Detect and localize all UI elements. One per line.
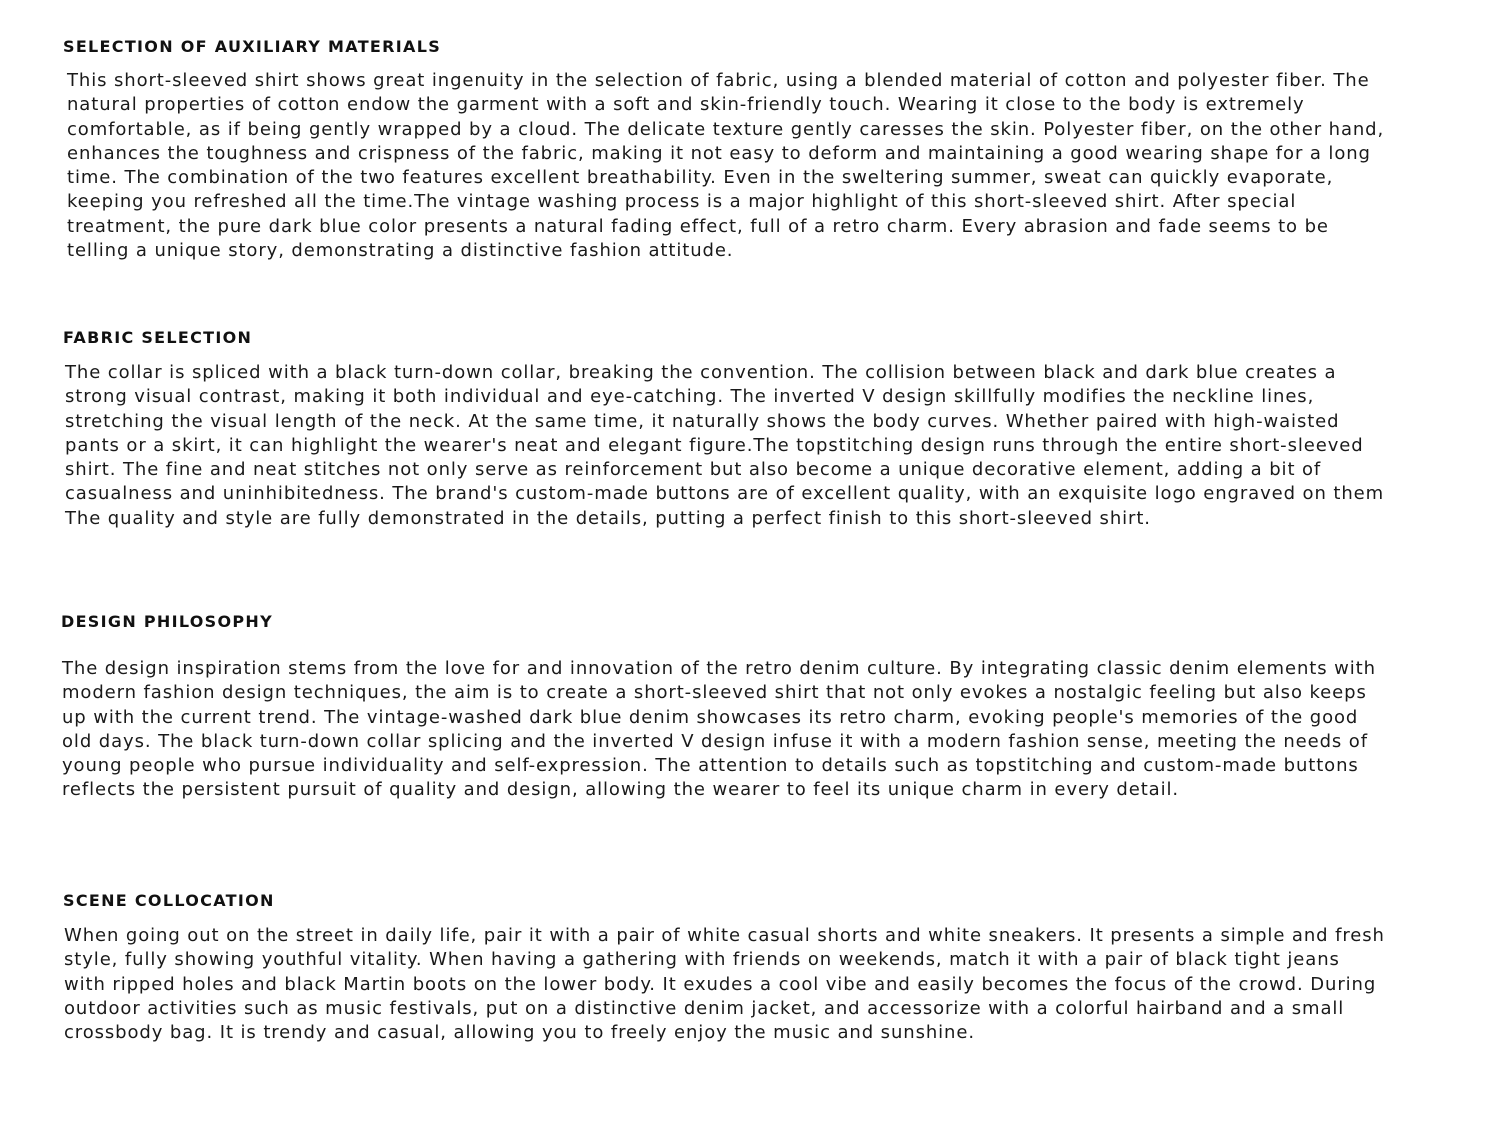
section-heading: DESIGN PHILOSOPHY xyxy=(61,612,274,631)
paragraph-line: young people who pursue individuality and self-expression. The attention to details such as topstitching and custom-made buttons xyxy=(62,755,1359,777)
paragraph-line: enhances the toughness and crispness of the fabric, making it not easy to deform and maintaining a good wearing shape for a long xyxy=(67,142,1371,164)
paragraph-line: treatment, the pure dark blue color presents a natural fading effect, full of a retro charm. Every abrasion and fade seems to be xyxy=(67,215,1329,237)
section-paragraph xyxy=(64,924,1385,1045)
paragraph-line: comfortable, as if being gently wrapped by a cloud. The delicate texture gently caresses the skin. Polyester fiber, on the other hand, xyxy=(67,118,1385,140)
paragraph-line: up with the current trend. The vintage-washed dark blue denim showcases its retro charm, evoking people's memories of the good xyxy=(62,706,1359,728)
paragraph-line: pants or a skirt, it can highlight the wearer's neat and elegant figure.The topstitching design runs through the entire short-sleeved xyxy=(65,434,1364,456)
paragraph-line: outdoor activities such as music festivals, put on a distinctive denim jacket, and accessorize with a colorful hairband and a small xyxy=(64,997,1345,1019)
paragraph-line: keeping you refreshed all the time.The vintage washing process is a major highlight of this short-sleeved shirt. After special xyxy=(67,191,1297,213)
paragraph-line: reflects the persistent pursuit of quality and design, allowing the wearer to feel its unique charm in every detail. xyxy=(62,779,1180,801)
section-heading: SCENE COLLOCATION xyxy=(63,891,275,910)
paragraph-line: stretching the visual length of the neck. At the same time, it naturally shows the body curves. Whether paired with high-waisted xyxy=(65,410,1340,432)
paragraph-line: casualness and uninhibitedness. The brand's custom-made buttons are of excellent quality, with an exquisite logo engraved on them xyxy=(65,483,1385,505)
paragraph-line: strong visual contrast, making it both individual and eye-catching. The inverted V design skillfully modifies the neckline lines, xyxy=(65,386,1315,408)
paragraph-line: telling a unique story, demonstrating a distinctive fashion attitude. xyxy=(67,240,734,262)
paragraph-line: with ripped holes and black Martin boots on the lower body. It exudes a cool vibe and easily becomes the focus of the crowd. During xyxy=(64,973,1377,995)
paragraph-line: time. The combination of the two features excellent breathability. Even in the sweltering summer, sweat can quickly evaporate, xyxy=(67,167,1334,189)
section-paragraph xyxy=(65,361,1384,531)
paragraph-line: crossbody bag. It is trendy and casual, allowing you to freely enjoy the music and sunshine. xyxy=(64,1022,975,1044)
paragraph-line: modern fashion design techniques, the aim is to create a short-sleeved shirt that not only evokes a nostalgic feeling but also keeps xyxy=(62,682,1367,704)
paragraph-line: This short-sleeved shirt shows great ingenuity in the selection of fabric, using a blended material of cotton and polyester fiber. The xyxy=(67,70,1370,91)
paragraph-line: natural properties of cotton endow the garment with a soft and skin-friendly touch. Wearing it close to the body is extremely xyxy=(67,94,1305,116)
paragraph-line: The design inspiration stems from the love for and innovation of the retro denim culture. By integrating classic denim elements with xyxy=(62,658,1376,679)
paragraph-line: The collar is spliced with a black turn-down collar, breaking the convention. The collision between black and dark blue creates a xyxy=(65,362,1337,383)
paragraph-line: style, fully showing youthful vitality. When having a gathering with friends on weekends, match it with a pair of black tight jeans xyxy=(64,949,1340,971)
paragraph-line: old days. The black turn-down collar splicing and the inverted V design infuse it with a modern fashion sense, meeting the needs of xyxy=(62,730,1368,752)
section-heading: FABRIC SELECTION xyxy=(63,328,253,347)
section-paragraph xyxy=(62,657,1376,803)
paragraph-line: When going out on the street in daily life, pair it with a pair of white casual shorts and white sneakers. It presents a simple and fresh xyxy=(64,925,1385,946)
paragraph-line: The quality and style are fully demonstrated in the details, putting a perfect finish to this short-sleeved shirt. xyxy=(65,507,1151,529)
section-paragraph xyxy=(67,69,1384,263)
paragraph-line: shirt. The fine and neat stitches not only serve as reinforcement but also become a unique decorative element, adding a bit of xyxy=(65,459,1322,481)
section-heading: SELECTION OF AUXILIARY MATERIALS xyxy=(63,37,442,56)
